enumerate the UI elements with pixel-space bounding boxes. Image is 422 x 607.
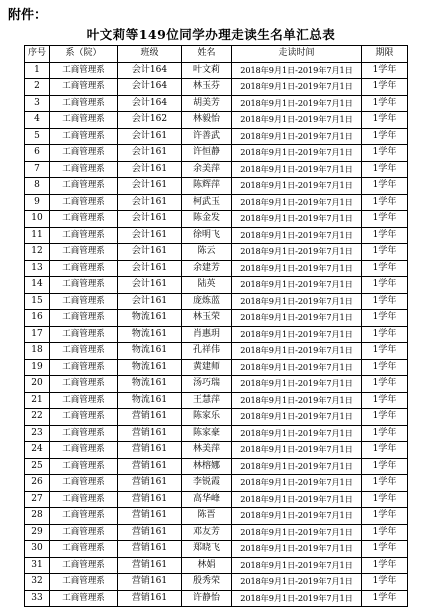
- table-row: [25, 95, 408, 112]
- cell-term: 1学年: [362, 541, 408, 558]
- header-name: 姓名: [182, 46, 232, 63]
- cell-term: 1学年: [362, 227, 408, 244]
- cell-index: 30: [25, 541, 50, 558]
- cell-term: 1学年: [362, 574, 408, 591]
- cell-term: 1学年: [362, 178, 408, 195]
- cell-name: 孔祥伟: [182, 343, 232, 360]
- cell-name: 林毅怡: [182, 112, 232, 129]
- cell-class: 会计161: [118, 145, 182, 162]
- cell-class: 物流161: [118, 326, 182, 343]
- cell-department: 工商管理系: [50, 359, 118, 376]
- table-row: [25, 211, 408, 228]
- table-row: [25, 491, 408, 508]
- cell-period: 2018年9月1日-2019年7月1日: [232, 409, 362, 426]
- cell-term: 1学年: [362, 112, 408, 129]
- cell-index: 9: [25, 194, 50, 211]
- cell-department: 工商管理系: [50, 326, 118, 343]
- cell-term: 1学年: [362, 211, 408, 228]
- cell-name: 林榕娜: [182, 458, 232, 475]
- cell-index: 3: [25, 95, 50, 112]
- cell-name: 徐明飞: [182, 227, 232, 244]
- cell-department: 工商管理系: [50, 260, 118, 277]
- cell-department: 工商管理系: [50, 293, 118, 310]
- cell-department: 工商管理系: [50, 277, 118, 294]
- cell-class: 营销161: [118, 574, 182, 591]
- cell-index: 19: [25, 359, 50, 376]
- cell-index: 1: [25, 62, 50, 79]
- cell-class: 会计161: [118, 277, 182, 294]
- cell-term: 1学年: [362, 310, 408, 327]
- cell-period: 2018年9月1日-2019年7月1日: [232, 161, 362, 178]
- table-row: [25, 475, 408, 492]
- cell-name: 陈家豪: [182, 425, 232, 442]
- cell-name: 汤巧瑞: [182, 376, 232, 393]
- cell-term: 1学年: [362, 557, 408, 574]
- cell-name: 林美萍: [182, 442, 232, 459]
- cell-department: 工商管理系: [50, 475, 118, 492]
- cell-term: 1学年: [362, 442, 408, 459]
- cell-department: 工商管理系: [50, 574, 118, 591]
- cell-index: 5: [25, 128, 50, 145]
- cell-period: 2018年9月1日-2019年7月1日: [232, 62, 362, 79]
- cell-index: 28: [25, 508, 50, 525]
- table-row: [25, 326, 408, 343]
- cell-class: 营销161: [118, 425, 182, 442]
- cell-period: 2018年9月1日-2019年7月1日: [232, 95, 362, 112]
- cell-index: 31: [25, 557, 50, 574]
- cell-term: 1学年: [362, 79, 408, 96]
- cell-name: 余美萍: [182, 161, 232, 178]
- cell-class: 会计161: [118, 194, 182, 211]
- cell-department: 工商管理系: [50, 227, 118, 244]
- cell-class: 营销161: [118, 409, 182, 426]
- table-row: [25, 161, 408, 178]
- table-row: [25, 458, 408, 475]
- cell-term: 1学年: [362, 359, 408, 376]
- cell-class: 会计161: [118, 128, 182, 145]
- table-row: [25, 244, 408, 261]
- table-row: [25, 260, 408, 277]
- cell-department: 工商管理系: [50, 178, 118, 195]
- cell-name: 许恒静: [182, 145, 232, 162]
- cell-class: 营销161: [118, 557, 182, 574]
- table-row: [25, 277, 408, 294]
- cell-term: 1学年: [362, 277, 408, 294]
- cell-period: 2018年9月1日-2019年7月1日: [232, 557, 362, 574]
- cell-name: 庞炼蓝: [182, 293, 232, 310]
- cell-index: 13: [25, 260, 50, 277]
- cell-period: 2018年9月1日-2019年7月1日: [232, 392, 362, 409]
- cell-period: 2018年9月1日-2019年7月1日: [232, 178, 362, 195]
- table-row: [25, 557, 408, 574]
- cell-class: 会计161: [118, 227, 182, 244]
- cell-index: 2: [25, 79, 50, 96]
- cell-index: 11: [25, 227, 50, 244]
- cell-index: 7: [25, 161, 50, 178]
- cell-period: 2018年9月1日-2019年7月1日: [232, 211, 362, 228]
- header-term: 期限: [362, 46, 408, 63]
- cell-department: 工商管理系: [50, 590, 118, 607]
- cell-period: 2018年9月1日-2019年7月1日: [232, 326, 362, 343]
- cell-period: 2018年9月1日-2019年7月1日: [232, 376, 362, 393]
- table-row: [25, 293, 408, 310]
- cell-department: 工商管理系: [50, 442, 118, 459]
- cell-name: 陈云: [182, 244, 232, 261]
- cell-index: 32: [25, 574, 50, 591]
- cell-name: 许善武: [182, 128, 232, 145]
- cell-name: 殷秀荣: [182, 574, 232, 591]
- cell-period: 2018年9月1日-2019年7月1日: [232, 343, 362, 360]
- document-title: 叶文莉等149位同学办理走读生名单汇总表: [86, 27, 336, 42]
- cell-name: 高华峰: [182, 491, 232, 508]
- cell-department: 工商管理系: [50, 95, 118, 112]
- cell-period: 2018年9月1日-2019年7月1日: [232, 442, 362, 459]
- cell-department: 工商管理系: [50, 524, 118, 541]
- cell-class: 营销161: [118, 590, 182, 607]
- table-row: [25, 178, 408, 195]
- cell-period: 2018年9月1日-2019年7月1日: [232, 277, 362, 294]
- student-table: [24, 45, 408, 607]
- table-row: [25, 343, 408, 360]
- cell-class: 会计164: [118, 62, 182, 79]
- table-header-row: [25, 46, 408, 63]
- cell-class: 会计164: [118, 79, 182, 96]
- table-row: [25, 194, 408, 211]
- cell-class: 物流161: [118, 310, 182, 327]
- cell-period: 2018年9月1日-2019年7月1日: [232, 458, 362, 475]
- cell-department: 工商管理系: [50, 161, 118, 178]
- cell-name: 邓友芳: [182, 524, 232, 541]
- table-row: [25, 376, 408, 393]
- table-row: [25, 79, 408, 96]
- cell-index: 15: [25, 293, 50, 310]
- table-row: [25, 590, 408, 607]
- table-row: [25, 442, 408, 459]
- cell-department: 工商管理系: [50, 425, 118, 442]
- cell-class: 物流161: [118, 343, 182, 360]
- cell-period: 2018年9月1日-2019年7月1日: [232, 293, 362, 310]
- cell-period: 2018年9月1日-2019年7月1日: [232, 227, 362, 244]
- cell-class: 营销161: [118, 508, 182, 525]
- table-row: [25, 112, 408, 129]
- cell-term: 1学年: [362, 194, 408, 211]
- table-row: [25, 574, 408, 591]
- cell-period: 2018年9月1日-2019年7月1日: [232, 194, 362, 211]
- cell-name: 胡美芳: [182, 95, 232, 112]
- cell-term: 1学年: [362, 128, 408, 145]
- cell-department: 工商管理系: [50, 491, 118, 508]
- cell-department: 工商管理系: [50, 541, 118, 558]
- cell-department: 工商管理系: [50, 112, 118, 129]
- cell-class: 会计161: [118, 244, 182, 261]
- cell-class: 会计162: [118, 112, 182, 129]
- cell-term: 1学年: [362, 425, 408, 442]
- cell-class: 营销161: [118, 491, 182, 508]
- cell-term: 1学年: [362, 343, 408, 360]
- table-row: [25, 227, 408, 244]
- cell-period: 2018年9月1日-2019年7月1日: [232, 524, 362, 541]
- cell-index: 20: [25, 376, 50, 393]
- cell-period: 2018年9月1日-2019年7月1日: [232, 425, 362, 442]
- cell-period: 2018年9月1日-2019年7月1日: [232, 475, 362, 492]
- cell-class: 营销161: [118, 475, 182, 492]
- cell-period: 2018年9月1日-2019年7月1日: [232, 310, 362, 327]
- cell-index: 26: [25, 475, 50, 492]
- cell-index: 29: [25, 524, 50, 541]
- cell-index: 18: [25, 343, 50, 360]
- cell-index: 10: [25, 211, 50, 228]
- cell-index: 6: [25, 145, 50, 162]
- table-row: [25, 128, 408, 145]
- cell-department: 工商管理系: [50, 409, 118, 426]
- cell-department: 工商管理系: [50, 458, 118, 475]
- cell-department: 工商管理系: [50, 211, 118, 228]
- cell-period: 2018年9月1日-2019年7月1日: [232, 590, 362, 607]
- cell-index: 27: [25, 491, 50, 508]
- cell-index: 14: [25, 277, 50, 294]
- cell-term: 1学年: [362, 491, 408, 508]
- cell-class: 会计164: [118, 95, 182, 112]
- table-row: [25, 145, 408, 162]
- cell-period: 2018年9月1日-2019年7月1日: [232, 508, 362, 525]
- cell-index: 25: [25, 458, 50, 475]
- cell-period: 2018年9月1日-2019年7月1日: [232, 541, 362, 558]
- cell-index: 24: [25, 442, 50, 459]
- cell-name: 余建芳: [182, 260, 232, 277]
- cell-department: 工商管理系: [50, 128, 118, 145]
- cell-class: 会计161: [118, 211, 182, 228]
- cell-class: 营销161: [118, 442, 182, 459]
- cell-period: 2018年9月1日-2019年7月1日: [232, 260, 362, 277]
- table-row: [25, 425, 408, 442]
- cell-term: 1学年: [362, 161, 408, 178]
- cell-class: 会计161: [118, 260, 182, 277]
- cell-term: 1学年: [362, 458, 408, 475]
- cell-name: 陈晋: [182, 508, 232, 525]
- cell-name: 林玉荣: [182, 310, 232, 327]
- cell-department: 工商管理系: [50, 244, 118, 261]
- header-index: 序号: [25, 46, 50, 63]
- table-row: [25, 359, 408, 376]
- header-period: 走读时间: [232, 46, 362, 63]
- cell-department: 工商管理系: [50, 145, 118, 162]
- cell-period: 2018年9月1日-2019年7月1日: [232, 79, 362, 96]
- cell-index: 12: [25, 244, 50, 261]
- cell-department: 工商管理系: [50, 392, 118, 409]
- cell-name: 林娟: [182, 557, 232, 574]
- cell-term: 1学年: [362, 392, 408, 409]
- cell-name: 肖惠玥: [182, 326, 232, 343]
- cell-department: 工商管理系: [50, 376, 118, 393]
- cell-index: 23: [25, 425, 50, 442]
- header-class: 班级: [118, 46, 182, 63]
- cell-index: 33: [25, 590, 50, 607]
- table-row: [25, 524, 408, 541]
- cell-name: 许静怡: [182, 590, 232, 607]
- cell-period: 2018年9月1日-2019年7月1日: [232, 359, 362, 376]
- cell-term: 1学年: [362, 409, 408, 426]
- cell-name: 陈家乐: [182, 409, 232, 426]
- cell-name: 郑晓飞: [182, 541, 232, 558]
- cell-index: 16: [25, 310, 50, 327]
- cell-index: 21: [25, 392, 50, 409]
- cell-index: 8: [25, 178, 50, 195]
- table-row: [25, 392, 408, 409]
- cell-department: 工商管理系: [50, 508, 118, 525]
- cell-class: 会计161: [118, 178, 182, 195]
- cell-class: 物流161: [118, 392, 182, 409]
- cell-term: 1学年: [362, 62, 408, 79]
- table-row: [25, 62, 408, 79]
- cell-period: 2018年9月1日-2019年7月1日: [232, 244, 362, 261]
- cell-class: 营销161: [118, 541, 182, 558]
- header-department: 系（院）: [50, 46, 118, 63]
- table-row: [25, 541, 408, 558]
- cell-term: 1学年: [362, 260, 408, 277]
- cell-name: 陈金发: [182, 211, 232, 228]
- cell-index: 17: [25, 326, 50, 343]
- cell-period: 2018年9月1日-2019年7月1日: [232, 574, 362, 591]
- cell-term: 1学年: [362, 508, 408, 525]
- table-row: [25, 310, 408, 327]
- cell-term: 1学年: [362, 590, 408, 607]
- cell-name: 黄建师: [182, 359, 232, 376]
- cell-index: 22: [25, 409, 50, 426]
- cell-name: 林玉芬: [182, 79, 232, 96]
- cell-term: 1学年: [362, 95, 408, 112]
- cell-name: 李锐霞: [182, 475, 232, 492]
- cell-name: 王慧萍: [182, 392, 232, 409]
- cell-department: 工商管理系: [50, 62, 118, 79]
- cell-class: 会计161: [118, 161, 182, 178]
- cell-class: 物流161: [118, 376, 182, 393]
- cell-term: 1学年: [362, 145, 408, 162]
- cell-name: 柯武玉: [182, 194, 232, 211]
- table-row: [25, 508, 408, 525]
- cell-period: 2018年9月1日-2019年7月1日: [232, 491, 362, 508]
- cell-department: 工商管理系: [50, 310, 118, 327]
- cell-term: 1学年: [362, 376, 408, 393]
- cell-term: 1学年: [362, 293, 408, 310]
- cell-department: 工商管理系: [50, 557, 118, 574]
- cell-period: 2018年9月1日-2019年7月1日: [232, 128, 362, 145]
- cell-term: 1学年: [362, 475, 408, 492]
- cell-class: 物流161: [118, 359, 182, 376]
- cell-department: 工商管理系: [50, 79, 118, 96]
- cell-department: 工商管理系: [50, 194, 118, 211]
- table-body: [25, 62, 408, 607]
- cell-class: 营销161: [118, 458, 182, 475]
- cell-period: 2018年9月1日-2019年7月1日: [232, 145, 362, 162]
- cell-class: 会计161: [118, 293, 182, 310]
- attachment-label: 附件：: [8, 8, 48, 23]
- cell-index: 4: [25, 112, 50, 129]
- cell-class: 营销161: [118, 524, 182, 541]
- cell-term: 1学年: [362, 244, 408, 261]
- cell-name: 叶文莉: [182, 62, 232, 79]
- cell-name: 陈辉萍: [182, 178, 232, 195]
- cell-term: 1学年: [362, 524, 408, 541]
- table-row: [25, 409, 408, 426]
- cell-name: 陆英: [182, 277, 232, 294]
- cell-term: 1学年: [362, 326, 408, 343]
- cell-department: 工商管理系: [50, 343, 118, 360]
- cell-period: 2018年9月1日-2019年7月1日: [232, 112, 362, 129]
